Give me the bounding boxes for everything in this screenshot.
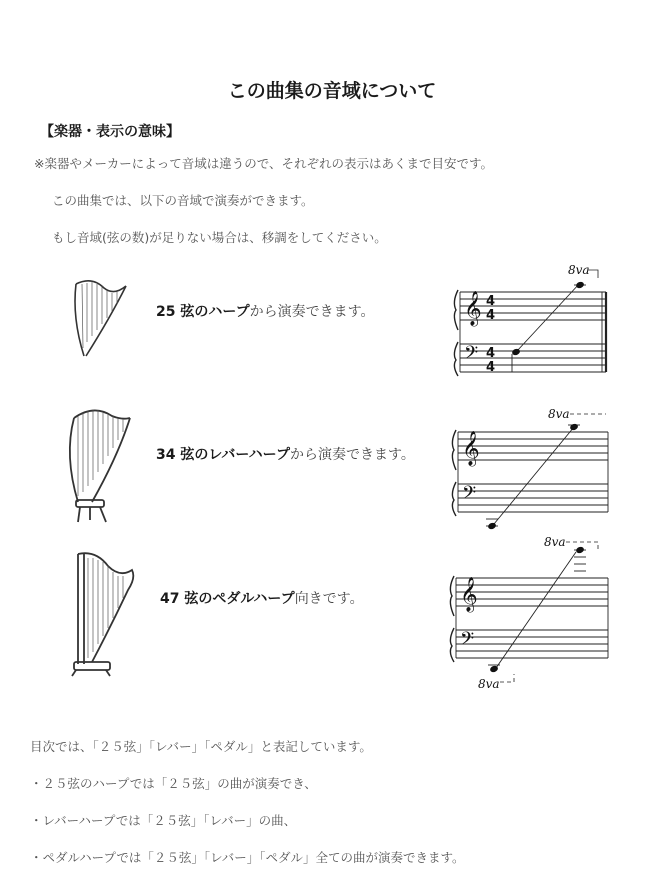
intro-line-1: この曲集では、以下の音域で演奏ができます。 xyxy=(52,193,314,208)
lever-harp-icon xyxy=(64,406,134,524)
ottava-mark: 8va xyxy=(548,407,570,421)
toc-note: 目次では、「２５弦」「レバー」「ペダル」と表記しています。 xyxy=(30,739,372,754)
range-staff-34 xyxy=(450,406,614,530)
section-heading: 【楽器・表示の意味】 xyxy=(40,124,180,140)
svg-text:4: 4 xyxy=(486,346,496,361)
svg-text:4: 4 xyxy=(486,294,496,309)
range-staff-47 xyxy=(448,532,614,692)
disclaimer-note: ※楽器やメーカーによって音域は違うので、それぞれの表示はあくまで目安です。 xyxy=(34,156,493,171)
treble-clef-icon: 𝄞 xyxy=(460,577,478,612)
bullet-pedal: ・ペダルハープでは「２５弦」「レバー」「ペダル」全ての曲が演奏できます。 xyxy=(30,850,465,865)
bass-clef-icon: 𝄢 xyxy=(462,483,477,508)
pedal-harp-icon xyxy=(68,548,138,678)
bass-clef-icon: 𝄢 xyxy=(460,629,475,654)
svg-text:4: 4 xyxy=(486,308,496,323)
intro-line-2: もし音域(弦の数)が足りない場合は、移調をしてください。 xyxy=(52,230,387,245)
bullet-25: ・２５弦のハープでは「２５弦」の曲が演奏でき、 xyxy=(30,776,317,791)
ottava-mark: 8va xyxy=(568,263,590,277)
ottava-bassa-mark: 8va xyxy=(478,677,500,691)
small-harp-icon xyxy=(70,278,130,360)
range-staff-25 xyxy=(452,263,612,378)
ottava-mark: 8va xyxy=(544,535,566,549)
harp-34-label: 34 弦のレバーハープから演奏できます。 xyxy=(156,447,415,463)
harp-25-label: 25 弦のハープから演奏できます。 xyxy=(156,304,375,320)
harp-47-label: 47 弦のペダルハープ向きです。 xyxy=(160,591,364,607)
treble-clef-icon: 𝄞 xyxy=(462,431,480,466)
page-title: この曲集の音域について xyxy=(227,80,437,102)
svg-text:4: 4 xyxy=(486,360,496,375)
bass-clef-icon: 𝄢 xyxy=(464,343,479,368)
treble-clef-icon: 𝄞 xyxy=(464,291,482,326)
bullet-lever: ・レバーハープでは「２５弦」「レバー」の曲、 xyxy=(30,813,297,828)
